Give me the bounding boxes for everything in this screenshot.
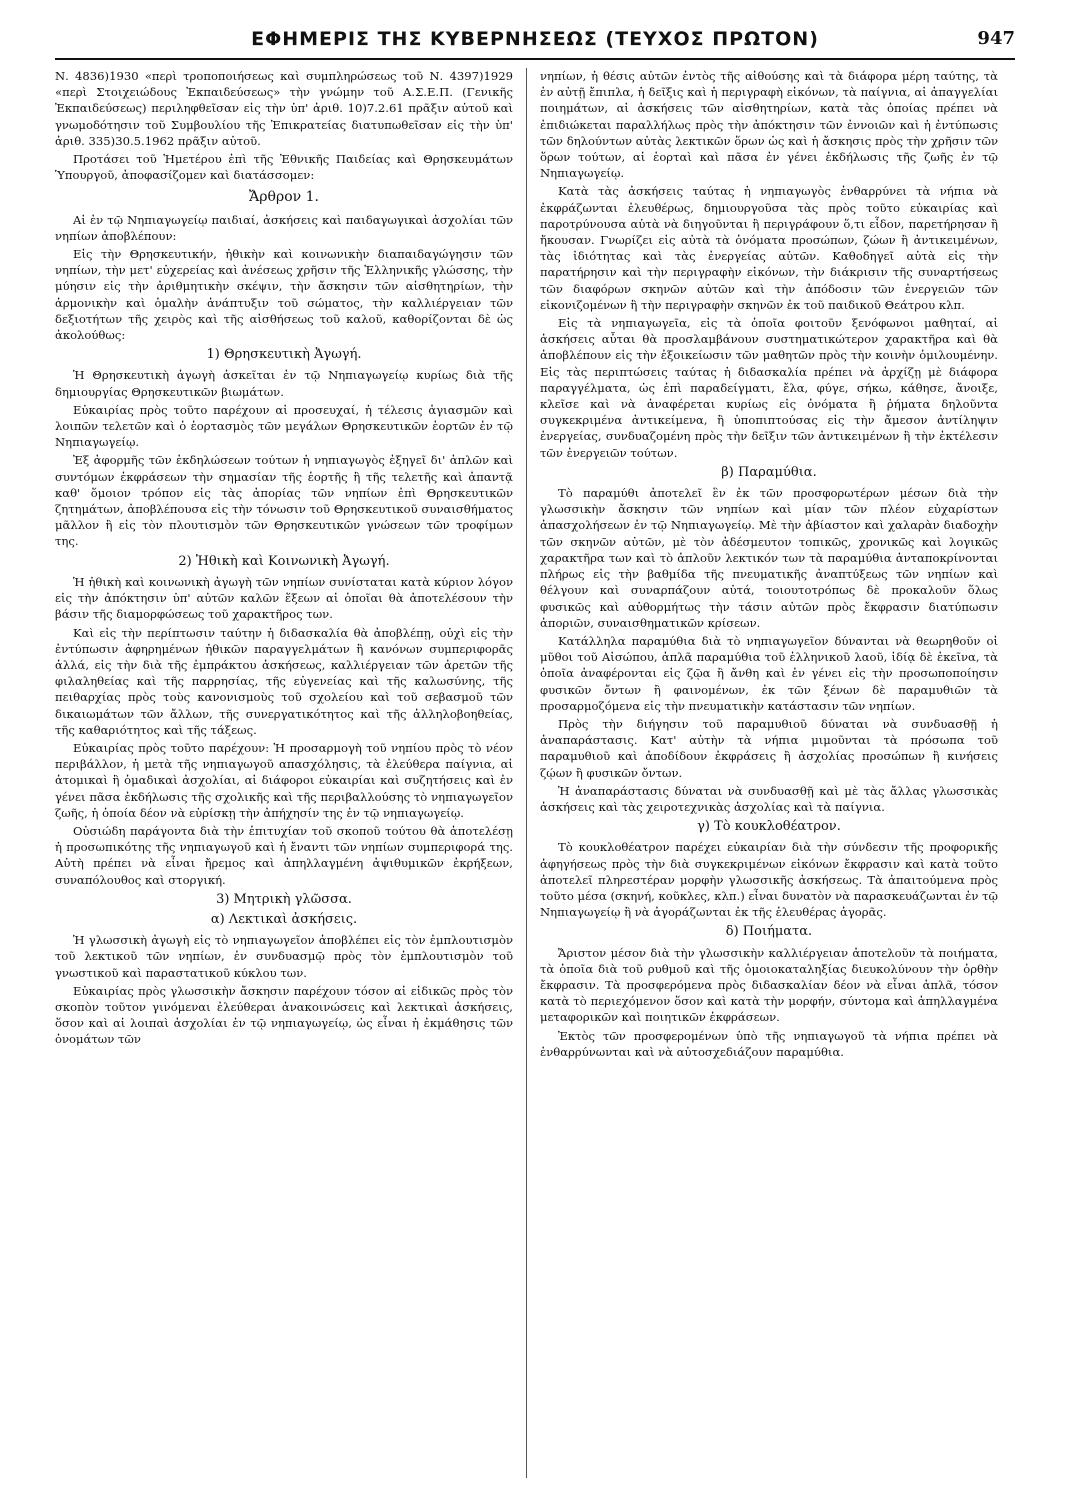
- section-heading: 1) Θρησκευτικὴ Ἀγωγή.: [206, 347, 362, 363]
- section-heading: 2) Ἠθικὴ καὶ Κοινωνικὴ Ἀγωγή.: [178, 553, 390, 569]
- paragraph: Εὐκαιρίας πρὸς τοῦτο παρέχουν: Ἡ προσαρμογὴ τοῦ νηπίου πρὸς τὸ νέον περιβάλλον, ἡ μετὰ τῆς νηπιαγωγοῦ απασχόλησις, τὰ ἐλεύθερα παίγνια, αἱ ἀτομικαὶ ἢ ὁμαδικαὶ ἀσχολίαι, αἱ διάφοροι εὐκαιρίαι καὶ συζητήσεις καὶ ἐν γένει πᾶσα ἐκδήλωσις τῆς σχολικῆς καὶ τῆς περιβαλλούσης τὸ νηπιαγωγεῖον ζωῆς, ἡ ὁποία δέον νὰ εὑρίσκῃ τὴν ἀπήχησίν της ἐν τῷ νηπιαγωγείῳ.: [55, 740, 513, 820]
- left-column: [55, 68, 513, 1050]
- paragraph: Κατὰ τὰς ἀσκήσεις ταύτας ἡ νηπιαγωγὸς ἐνθαρρύνει τὰ νήπια νὰ ἐκφράζωνται ἐλευθέρως, δημιουργοῦσα τὰς πρὸς τοῦτο εὐκαιρίας καὶ παροτρύνουσα αὐτὰ νὰ διηγοῦνται ἢ περιγράφουν ὅ,τι εἶδον, παρετήρησαν ἢ ἤκουσαν. Γνωρίζει εἰς αὐτὰ τὰ ὀνόματα προσώπων, ζώων ἢ ἀντικειμένων, τὰς ἰδιότητας καὶ τὰς ἐνεργείας αὐτῶν. Καθοδηγεῖ αὐτὰ εἰς τὴν παρατήρησιν καὶ τὴν περιγραφὴν εἰκόνων, τὴν διάκρισιν τῆς συναρτήσεως τῶν διαφόρων σκηνῶν αὐτῶν καὶ τὴν ἀπόδοσιν τῶν ἐνεργειῶν τῶν εἰκονιζομένων ἢ τὴν περιγραφὴν σκηνῶν ἐκ τοῦ παιδικοῦ Θεάτρου κλπ.: [540, 184, 998, 312]
- paragraph: Αἱ ἐν τῷ Νηπιαγωγείῳ παιδιαί, ἀσκήσεις καὶ παιδαγωγικαὶ ἀσχολίαι τῶν νηπίων ἀποβλέπουν:: [55, 212, 513, 243]
- paragraph: Τὸ παραμύθι ἀποτελεῖ ἓν ἐκ τῶν προσφορωτέρων μέσων διὰ τὴν γλωσσικὴν ἄσκησιν τῶν νηπίων καὶ μίαν τῶν πλέον εὐχαρίστων ἀπασχολήσεων ἐν τῷ Νηπιαγωγείῳ. Μὲ τὴν ἀβίαστον καὶ χαλαρὰν διαδοχὴν τῶν σκηνῶν αὐτῶν, μὲ τὸν ἀδέσμευτον τοπικῶς, χρονικῶς καὶ λογικῶς χαρακτῆρα των καὶ τὸ ἁπλοῦν λεκτικόν των τὰ παραμύθια ἀνταποκρίνονται πλήρως εἰς τὴν βαθμίδα τῆς πνευματικῆς ἀναπτύξεως τῶν νηπίων καὶ θέλγουν καὶ συναρπάζουν αὐτά, τοιουτοτρόπως δὲ προκαλοῦν ὅλως φυσικῶς καὶ αὐθορμήτως τὴν τάσιν αὐτῶν πρὸς ἔκφρασιν διατύπωσιν ἀποριῶν, συναισθηματικῶν κρίσεων.: [540, 486, 998, 630]
- page-header: [55, 24, 1015, 60]
- right-column: [540, 68, 998, 1062]
- subsection-heading: γ) Τὸ κουκλοθέατρον.: [697, 819, 841, 835]
- page-number: 947: [977, 28, 1015, 49]
- paragraph: Ἡ Θρησκευτικὴ ἀγωγὴ ἀσκεῖται ἐν τῷ Νηπιαγωγείῳ κυρίως διὰ τῆς δημιουργίας Θρησκευτικῶν βιωμάτων.: [55, 368, 513, 399]
- paragraph: Εὐκαιρίας πρὸς τοῦτο παρέχουν αἱ προσευχαί, ἡ τέλεσις ἁγιασμῶν καὶ λοιπῶν τελετῶν καὶ ὁ ἑορτασμὸς τῶν μεγάλων Θρησκευτικῶν ἑορτῶν ἐν τῷ Νηπιαγωγείῳ.: [55, 402, 513, 450]
- paragraph: Προτάσει τοῦ Ἡμετέρου ἐπὶ τῆς Ἐθνικῆς Παιδείας καὶ Θρησκευμάτων Ὑπουργοῦ, ἀποφασίζομεν καὶ διατάσσομεν:: [55, 152, 513, 183]
- paragraph: Ἡ ἠθικὴ καὶ κοινωνικὴ ἀγωγὴ τῶν νηπίων συνίσταται κατὰ κύριον λόγον εἰς τὴν ἀπόκτησιν ὑπ' αὐτῶν καλῶν ἕξεων αἱ ὁποῖαι θὰ ἀποτελέσουν τὴν βάσιν τῆς διαμορφώσεως τοῦ χαρακτῆρος των.: [55, 574, 513, 622]
- column-divider: [526, 68, 527, 1478]
- subsection-heading: δ) Ποιήματα.: [725, 924, 813, 940]
- gazette-title: ΕΦΗΜΕΡΙΣ ΤΗΣ ΚΥΒΕΡΝΗΣΕΩΣ (ΤΕΥΧΟΣ ΠΡΩΤΟΝ): [251, 28, 819, 50]
- paragraph: Ν. 4836)1930 «περὶ τροποποιήσεως καὶ συμπληρώσεως τοῦ Ν. 4397)1929 «περὶ Στοιχειώδους Ἐκπαιδεύσεως» τὴν γνώμην τοῦ Α.Σ.Ε.Π. (Γενικῆς Ἐκπαιδεύσεως) περιληφθεῖσαν εἰς τὴν ὑπ' ἀριθ. 10)7.2.61 πρᾶξιν αὐτοῦ καὶ γνωμοδότησιν τοῦ Συμβουλίου τῆς Ἐπικρατείας διατυπωθεῖσαν εἰς τὴν ὑπ' ἀριθ. 335)30.5.1962 πρᾶξιν αὐτοῦ.: [55, 69, 513, 148]
- paragraph: Εἰς τὴν Θρησκευτικήν, ἠθικὴν καὶ κοινωνικὴν διαπαιδαγώγησιν τῶν νηπίων, τὴν μετ' εὐχερείας καὶ ἀνέσεως χρῆσιν τῆς Ἑλληνικῆς γλώσσης, τὴν μύησιν εἰς τὴν ἀριθμητικὴν σκέψιν, τὴν ἄσκησιν τῶν αἰσθητηρίων, τὴν ἁρμονικὴν καὶ ὁμαλὴν ἀνάπτυξιν τοῦ σώματος, τὴν καλλιέργειαν τῶν δεξιοτήτων τῆς χειρὸς καὶ τῆς αἰσθήσεως τοῦ καλοῦ, καθορίζονται δὲ ὡς ἀκολούθως:: [55, 247, 513, 343]
- paragraph: Ἡ ἀναπαράστασις δύναται νὰ συνδυασθῇ καὶ μὲ τὰς ἄλλας γλωσσικὰς ἀσκήσεις καὶ τὰς χειροτεχνικὰς ἀσχολίας καὶ τὰ παίγνια.: [540, 783, 998, 814]
- paragraph: Καὶ εἰς τὴν περίπτωσιν ταύτην ἡ διδασκαλία θὰ ἀποβλέπῃ, οὐχὶ εἰς τὴν ἐντύπωσιν ἀφηρημένων ἠθικῶν παραγγελμάτων ἢ κανόνων συμπεριφορᾶς ἀλλά, εἰς τὴν διὰ τῆς ἐμπράκτου ἀσκήσεως, καλλιέργειαν τῶν ἀρετῶν τῆς φιλαληθείας καὶ τῆς παρρησίας, τῆς εὐγενείας καὶ τῆς καλωσύνης, τῆς πειθαρχίας πρὸς τοὺς κανονισμοὺς τοῦ σχολείου καὶ τοῦ σεβασμοῦ τῶν δικαιωμάτων τῶν ἄλλων, τῆς συνεργατικότητος καὶ τῆς ἀλληλοβοηθείας, τῆς καθαριότητος καὶ τῆς τάξεως.: [55, 625, 513, 737]
- paragraph: Ἐξ ἀφορμῆς τῶν ἐκδηλώσεων τούτων ἡ νηπιαγωγὸς ἐξηγεῖ δι' ἁπλῶν καὶ συντόμων ἐκφράσεων τὴν σημασίαν τῆς ἑορτῆς ἢ τῆς τελετῆς καὶ ἀπαντᾷ καθ' ὅμοιον τρόπον εἰς τὰς ἀπορίας τῶν νηπίων ἐπὶ Θρησκευτικῶν ζητημάτων, ἀποβλέπουσα εἰς τὴν τόνωσιν τοῦ Θρησκευτικοῦ συναισθήματος μᾶλλον ἢ εἰς τὸν πλουτισμὸν τῶν Θρησκευτικῶν γνώσεων τῶν τροφίμων της.: [55, 453, 513, 549]
- article-heading: Ἄρθρον 1.: [249, 189, 319, 206]
- paragraph: Οὐσιώδη παράγοντα διὰ τὴν ἐπιτυχίαν τοῦ σκοποῦ τούτου θὰ ἀποτελέσῃ ἡ προσωπικότης τῆς νηπιαγωγοῦ καὶ ἡ ἔναντι τῶν νηπίων συμπεριφορά της. Αὐτὴ πρέπει νὰ εἶναι ἤρεμος καὶ ἀπηλλαγμένη ἀψιθυμικῶν ἐκρήξεων, συναπόλουθος καὶ στοργική.: [55, 823, 513, 887]
- subsection-heading: β) Παραμύθια.: [721, 464, 817, 480]
- paragraph: Πρὸς τὴν διήγησιν τοῦ παραμυθιοῦ δύναται νὰ συνδυασθῇ ἡ ἀναπαράστασις. Κατ' αὐτὴν τὰ νήπια μιμοῦνται τὰ πρόσωπα τοῦ παραμυθιοῦ καὶ ἀποδίδουν ἐκφράσεις ἢ ἀσχολίας προσώπων ἢ κινήσεις ζῴων ἢ φυσικῶν ὄντων.: [540, 716, 998, 780]
- paragraph: Τὸ κουκλοθέατρον παρέχει εὐκαιρίαν διὰ τὴν σύνδεσιν τῆς προφορικῆς ἀφηγήσεως πρὸς τὴν διὰ συγκεκριμένων εἰκόνων ἔκφρασιν καὶ κατὰ τοῦτο ἀποτελεῖ πληρεστέραν μορφὴν γλωσσικῆς ἀσκήσεως. Τὰ ἀπαιτούμενα πρὸς τοῦτο μέσα (σκηνή, κοῦκλες, κλπ.) εἶναι δυνατὸν νὰ παρασκευάζωνται ἐν τῷ Νηπιαγωγείῳ ἢ νὰ ἀγοράζωνται ἐκ τῆς ἐλευθέρας ἀγορᾶς.: [540, 840, 998, 920]
- section-heading: 3) Μητρικὴ γλῶσσα.: [216, 891, 352, 907]
- paragraph: Εἰς τὰ νηπιαγωγεῖα, εἰς τὰ ὁποῖα φοιτοῦν ξενόφωνοι μαθηταί, αἱ ἀσκήσεις αὗται θὰ προσλαμβάνουν συστηματικώτερον χαρακτῆρα καὶ θὰ ἀποβλέπουν εἰς τὴν ἐξοικείωσιν τῶν μαθητῶν πρὸς τὴν κοινὴν ὁμιλουμένην. Εἰς τὰς περιπτώσεις ταύτας ἡ διδασκαλία πρέπει νὰ ἀρχίζῃ μὲ διάφορα παραγγέλματα, ὡς ἐπὶ παραδείγματι, ἔλα, φύγε, σήκω, κάθησε, ἄνοιξε, κλεῖσε καὶ νὰ ἀναφέρεται κυρίως εἰς ὀνόματα ἢ ῥήματα δηλοῦντα συγκεκριμένα ἀντικείμενα, ἢ ὑποπιπτούσας εἰς τὴν ἄμεσον ἀντίληψιν ἐνεργείας, συνδυαζομένη πρὸς τὴν δεῖξιν τῶν ἀντικειμένων ἢ τὴν ἐκτέλεσιν τῶν ἐνεργειῶν τούτων.: [540, 316, 998, 460]
- paragraph: Εὐκαιρίας πρὸς γλωσσικὴν ἄσκησιν παρέχουν τόσον αἱ εἰδικῶς πρὸς τὸν σκοπὸν τοῦτον γινόμεναι ἐλεύθεραι ἀνακοινώσεις καὶ λεκτικαὶ ἀσκήσεις, ὅσον καὶ αἱ λοιπαὶ ἀσχολίαι ἐν τῷ νηπιαγωγείῳ, ὡς εἶναι ἡ ἐκμάθησις τῶν ὀνομάτων τῶν: [55, 983, 513, 1047]
- subsection-heading: α) Λεκτικαὶ ἀσκήσεις.: [210, 911, 358, 927]
- paragraph: Ἡ γλωσσικὴ ἀγωγὴ εἰς τὸ νηπιαγωγεῖον ἀποβλέπει εἰς τὸν ἐμπλουτισμὸν τοῦ λεκτικοῦ τῶν νηπίων, ἐν συνδυασμῷ πρὸς τὸν ἐμπλουτισμὸν τοῦ γνωστικοῦ καὶ παραστατικοῦ κύκλου των.: [55, 933, 513, 980]
- paragraph: Κατάλληλα παραμύθια διὰ τὸ νηπιαγωγεῖον δύνανται νὰ θεωρηθοῦν οἱ μῦθοι τοῦ Αἰσώπου, ἁπλᾶ παραμύθια τοῦ ἑλληνικοῦ λαοῦ, ἰδίᾳ δὲ ἐκεῖνα, τὰ ὁποῖα ἀναφέρονται εἰς ζῷα ἢ ἄνθη καὶ ἐν γένει εἰς τὴν προσωποποίησιν φυσικῶν ὄντων ἢ φαινομένων, ἐκ τῶν ξένων δὲ παραμυθιῶν τὰ προσαρμοζόμενα εἰς τὴν πνευματικὴν κατάστασιν τῶν νηπίων.: [540, 633, 998, 713]
- paragraph: Ἐκτὸς τῶν προσφερομένων ὑπὸ τῆς νηπιαγωγοῦ τὰ νήπια πρέπει νὰ ἐνθαρρύνωνται καὶ νὰ αὐτοσχεδιάζουν παραμύθια.: [540, 1028, 998, 1059]
- paragraph: Ἄριστον μέσον διὰ τὴν γλωσσικὴν καλλιέργειαν ἀποτελοῦν τὰ ποιήματα, τὰ ὁποῖα διὰ τοῦ ρυθμοῦ καὶ τῆς ὁμοιοκαταληξίας διευκολύνουν τὴν ὀρθὴν ἔκφρασιν. Τὰ προσφερόμενα πρὸς διδασκαλίαν δέον νὰ εἶναι ἁπλᾶ, τόσον κατὰ τὸ περιεχόμενον ὅσον καὶ κατὰ τὴν μορφήν, σύντομα καὶ ἀπηλλαγμένα μεταφορικῶν καὶ ποιητικῶν ἐκφράσεων.: [540, 945, 998, 1025]
- paragraph: νηπίων, ἡ θέσις αὐτῶν ἐντὸς τῆς αἰθούσης καὶ τὰ διάφορα μέρη ταύτης, τὰ ἐν αὐτῇ ἔπιπλα, ἡ δεῖξις καὶ ἡ περιγραφὴ εἰκόνων, τὰ παίγνια, αἱ ἀπαγγελίαι ποιημάτων, αἱ ἀσκήσεις τῶν αἰσθητηρίων, κατὰ τὰς ὁποίας πρέπει νὰ ἐπιδιώκεται παραλλήλως πρὸς τὴν ἀπόκτησιν τῶν ἐννοιῶν καὶ ἡ ἐντύπωσις τῶν δηλούντων αὐτὰς λεκτικῶν ὅρων ὡς καὶ ἡ ἄσκησις πρὸς τὴν χρῆσιν τῶν ὅρων τούτων, αἱ ἑορταὶ καὶ πᾶσα ἐν γένει ἐκδήλωσις τῆς ζωῆς ἐν τῷ Νηπιαγωγείῳ.: [540, 69, 998, 181]
